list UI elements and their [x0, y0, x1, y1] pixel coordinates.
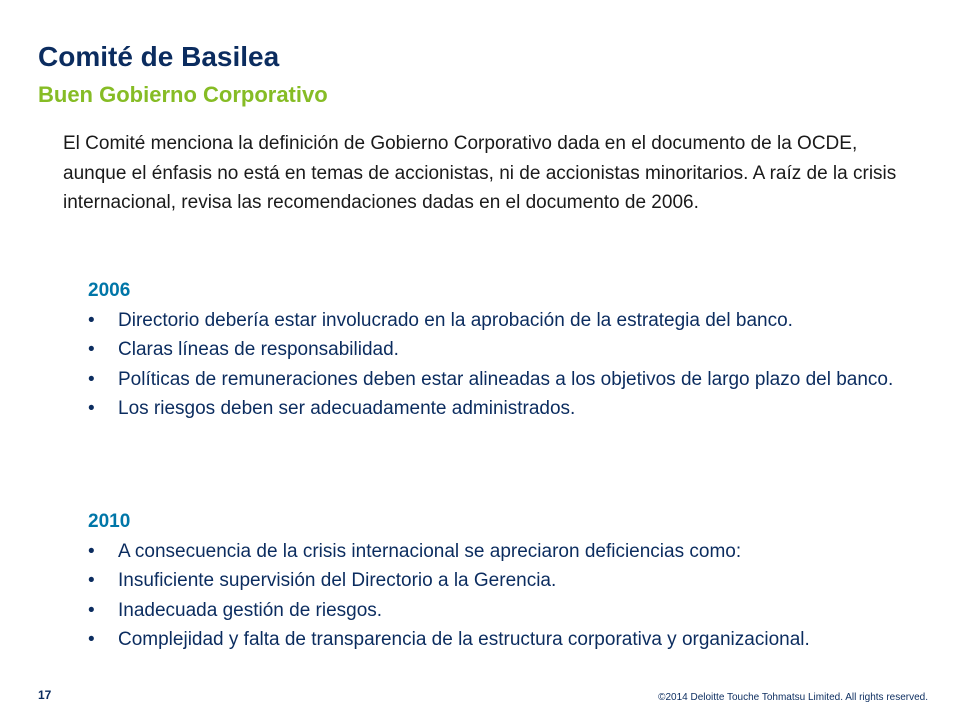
- bullet-text: Insuficiente supervisión del Directorio a la Gerencia.: [118, 570, 557, 591]
- list-item: [88, 625, 918, 655]
- page-number: 17: [38, 688, 52, 702]
- page-title: Comité de Basilea: [38, 41, 280, 72]
- list-item: [88, 394, 918, 424]
- list-item: [88, 596, 918, 626]
- list-item: [88, 537, 918, 567]
- section-year: 2006: [88, 280, 131, 301]
- bullet-text: Los riesgos deben ser adecuadamente administrados.: [118, 398, 576, 419]
- bullet-marker: •: [88, 629, 95, 650]
- list-item: [88, 306, 918, 336]
- bullet-marker: •: [88, 599, 95, 621]
- bullet-marker: •: [88, 309, 95, 331]
- intro-paragraph: El Comité menciona la definición de Gobierno Corporativo dada en el documento de la OCDE, aunque el énfasis no está en temas de accionistas, ni de accionistas minoritarios. A raíz de la crisis internacional, revisa las recomendaciones dadas en el documento de 2006.: [63, 133, 897, 213]
- list-item: [88, 566, 918, 596]
- list-item: [88, 365, 918, 395]
- bullet-text: Inadecuada gestión de riesgos.: [118, 599, 383, 621]
- bullet-text: Directorio debería estar involucrado en la aprobación de la estrategia del banco.: [118, 309, 793, 331]
- section-2006: [88, 276, 918, 424]
- bullet-marker: •: [88, 540, 95, 562]
- bullet-text: Políticas de remuneraciones deben estar alineadas a los objetivos de largo plazo del banco.: [118, 368, 894, 390]
- list-item: [88, 335, 918, 365]
- bullet-list: [88, 537, 918, 655]
- bullet-text: Claras líneas de responsabilidad.: [118, 339, 399, 360]
- bullet-marker: •: [88, 368, 95, 390]
- bullet-marker: •: [88, 570, 95, 591]
- section-year: 2010: [88, 511, 131, 532]
- bullet-text: A consecuencia de la crisis internacional se apreciaron deficiencias como:: [118, 540, 742, 562]
- copyright-notice: ©2014 Deloitte Touche Tohmatsu Limited. All rights reserved.: [658, 692, 928, 703]
- bullet-marker: •: [88, 398, 95, 419]
- page-subtitle: Buen Gobierno Corporativo: [38, 82, 328, 107]
- bullet-list: [88, 306, 918, 424]
- section-2010: [88, 507, 918, 655]
- bullet-text: Complejidad y falta de transparencia de la estructura corporativa y organizacional.: [118, 629, 810, 650]
- bullet-marker: •: [88, 339, 95, 360]
